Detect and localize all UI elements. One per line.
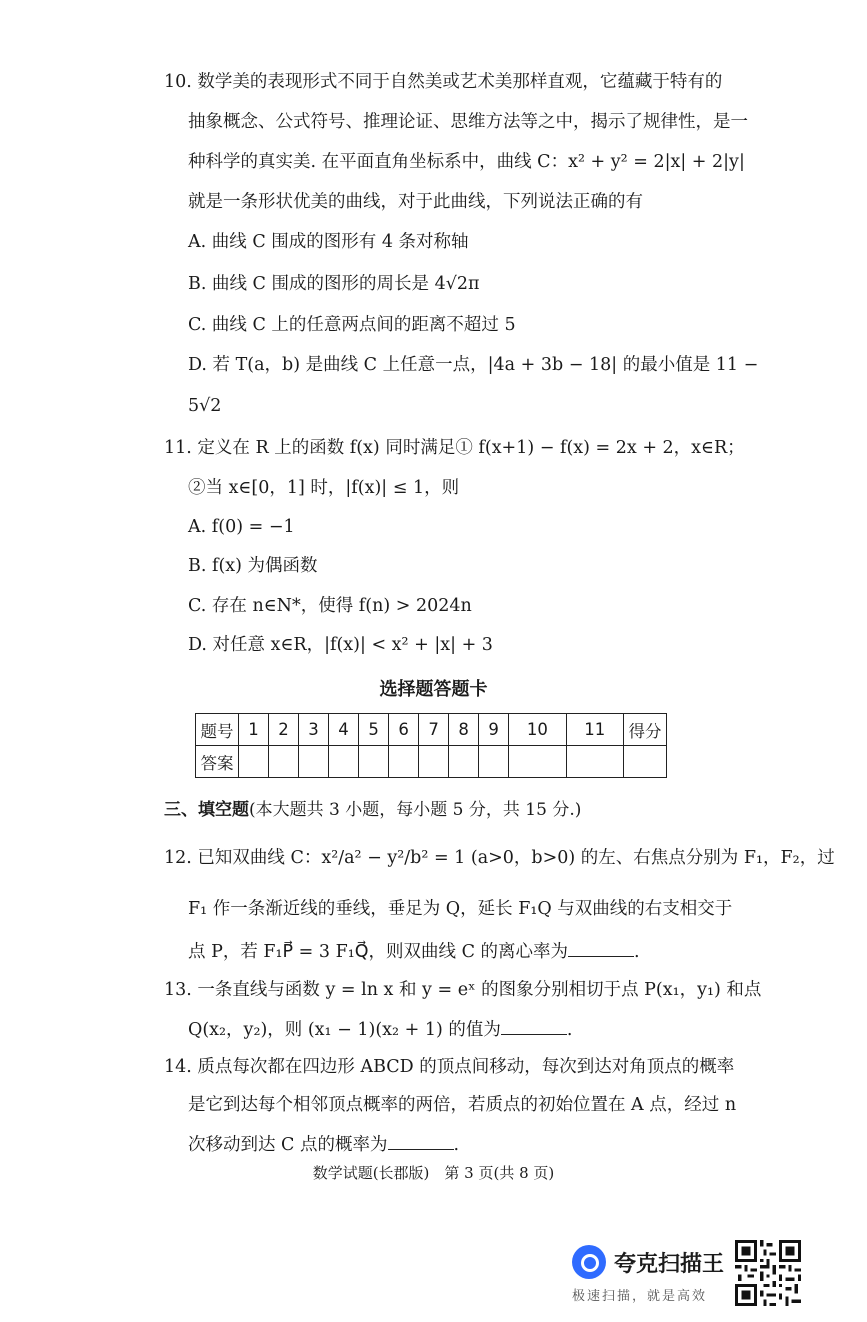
score-label: 得分 bbox=[624, 714, 667, 746]
q14-line-3 bbox=[188, 1131, 459, 1157]
q11-line-1: 11. 定义在 R 上的函数 f(x) 同时满足① f(x+1) − f(x) = 2x + 2，x∈R； bbox=[164, 438, 745, 458]
answer-row-label: 答案 bbox=[196, 746, 239, 778]
q10-option-b: B. 曲线 C 围成的图形的周长是 4√2π bbox=[188, 274, 480, 294]
question-number-cell: 4 bbox=[329, 714, 359, 746]
q10-line-2: 抽象概念、公式符号、推理论证、思维方法等之中，揭示了规律性，是一 bbox=[188, 112, 748, 132]
watermark-tagline: 极速扫描，就是高效 bbox=[572, 1289, 708, 1304]
q11-option-c: C. 存在 n∈N*，使得 f(n) > 2024n bbox=[188, 596, 472, 616]
q14-line-2: 是它到达每个相邻顶点概率的两倍，若质点的初始位置在 A 点，经过 n bbox=[188, 1095, 737, 1115]
q10-line-1: 10. 数学美的表现形式不同于自然美或艺术美那样直观，它蕴藏于特有的 bbox=[164, 72, 723, 92]
q12-line-3 bbox=[188, 938, 640, 964]
q13-line-2 bbox=[188, 1016, 572, 1042]
question-number-cell: 5 bbox=[359, 714, 389, 746]
section-3-note: (本大题共 3 小题，每小题 5 分，共 15 分.) bbox=[249, 800, 582, 820]
q12-line-3-end: . bbox=[634, 942, 640, 962]
q13-line-2-text: Q(x₂，y₂)，则 (x₁ − 1)(x₂ + 1) 的值为 bbox=[188, 1020, 501, 1040]
watermark-name: 夸克扫描王 bbox=[614, 1252, 725, 1277]
question-number-cell: 1 bbox=[239, 714, 269, 746]
answer-cell[interactable] bbox=[329, 746, 359, 778]
q12-line-3-text: 点 P，若 F₁P⃗ = 3 F₁Q⃗，则双曲线 C 的离心率为 bbox=[188, 942, 569, 962]
q11-option-d: D. 对任意 x∈R，|f(x)| < x² + |x| + 3 bbox=[188, 635, 493, 655]
question-number-cell: 10 bbox=[509, 714, 566, 746]
answer-cell[interactable] bbox=[509, 746, 566, 778]
qr-code-icon bbox=[735, 1240, 801, 1306]
q14-line-1: 14. 质点每次都在四边形 ABCD 的顶点间移动，每次到达对角顶点的概率 bbox=[164, 1057, 735, 1077]
answer-cell[interactable] bbox=[269, 746, 299, 778]
question-number-cell: 8 bbox=[449, 714, 479, 746]
number-row-label: 题号 bbox=[196, 714, 239, 746]
answer-cell[interactable] bbox=[419, 746, 449, 778]
score-cell[interactable] bbox=[624, 746, 667, 778]
q10-line-3: 种科学的真实美. 在平面直角坐标系中，曲线 C：x² + y² = 2|x| + 2|y| bbox=[188, 152, 745, 172]
answer-cell[interactable] bbox=[389, 746, 419, 778]
answer-card-table bbox=[195, 713, 667, 778]
answer-card-title: 选择题答题卡 bbox=[379, 679, 488, 700]
question-number-cell: 2 bbox=[269, 714, 299, 746]
answer-cell[interactable] bbox=[449, 746, 479, 778]
q12-answer-blank[interactable] bbox=[568, 938, 634, 957]
q12-line-1: 12. 已知双曲线 C：x²/a² − y²/b² = 1 (a>0，b>0) 的左、右焦点分别为 F₁，F₂，过 bbox=[164, 848, 835, 868]
answer-cell[interactable] bbox=[479, 746, 509, 778]
q13-answer-blank[interactable] bbox=[501, 1016, 567, 1035]
answer-card-number-row bbox=[196, 714, 667, 746]
question-number-cell: 3 bbox=[299, 714, 329, 746]
section-3-heading bbox=[164, 795, 581, 820]
q13-line-2-end: . bbox=[566, 1020, 573, 1040]
q10-option-d: D. 若 T(a，b) 是曲线 C 上任意一点，|4a + 3b − 18| 的最小值是 11 − bbox=[188, 355, 759, 375]
answer-card-answer-row bbox=[196, 746, 667, 778]
question-number-cell: 6 bbox=[389, 714, 419, 746]
page-footer: 数学试题(长郡版) 第 3 页(共 8 页) bbox=[312, 1164, 555, 1182]
q10-option-a: A. 曲线 C 围成的图形有 4 条对称轴 bbox=[188, 232, 469, 252]
q10-line-4: 就是一条形状优美的曲线，对于此曲线，下列说法正确的有 bbox=[188, 192, 643, 212]
q14-line-3-text: 次移动到达 C 点的概率为 bbox=[188, 1135, 388, 1155]
q10-option-c: C. 曲线 C 上的任意两点间的距离不超过 5 bbox=[188, 315, 516, 335]
q14-line-3-end: . bbox=[453, 1135, 460, 1155]
question-number-cell: 7 bbox=[419, 714, 449, 746]
scanner-watermark bbox=[572, 1245, 732, 1305]
q11-option-a: A. f(0) = −1 bbox=[188, 517, 295, 537]
quark-logo-icon bbox=[572, 1245, 606, 1279]
answer-cell[interactable] bbox=[299, 746, 329, 778]
q13-line-1: 13. 一条直线与函数 y = ln x 和 y = eˣ 的图象分别相切于点 P(x₁，y₁) 和点 bbox=[164, 980, 762, 1000]
q10-option-d-cont: 5√2 bbox=[188, 396, 222, 416]
q14-answer-blank[interactable] bbox=[388, 1131, 454, 1150]
question-number-cell: 9 bbox=[479, 714, 509, 746]
q12-line-2: F₁ 作一条渐近线的垂线，垂足为 Q，延长 F₁Q 与双曲线的右支相交于 bbox=[188, 899, 733, 919]
section-3-title: 三、填空题 bbox=[164, 800, 249, 820]
q11-option-b: B. f(x) 为偶函数 bbox=[188, 556, 318, 576]
answer-cell[interactable] bbox=[359, 746, 389, 778]
q11-line-2: ②当 x∈[0，1] 时，|f(x)| ≤ 1，则 bbox=[188, 478, 460, 498]
question-number-cell: 11 bbox=[566, 714, 623, 746]
answer-cell[interactable] bbox=[239, 746, 269, 778]
answer-cell[interactable] bbox=[566, 746, 623, 778]
